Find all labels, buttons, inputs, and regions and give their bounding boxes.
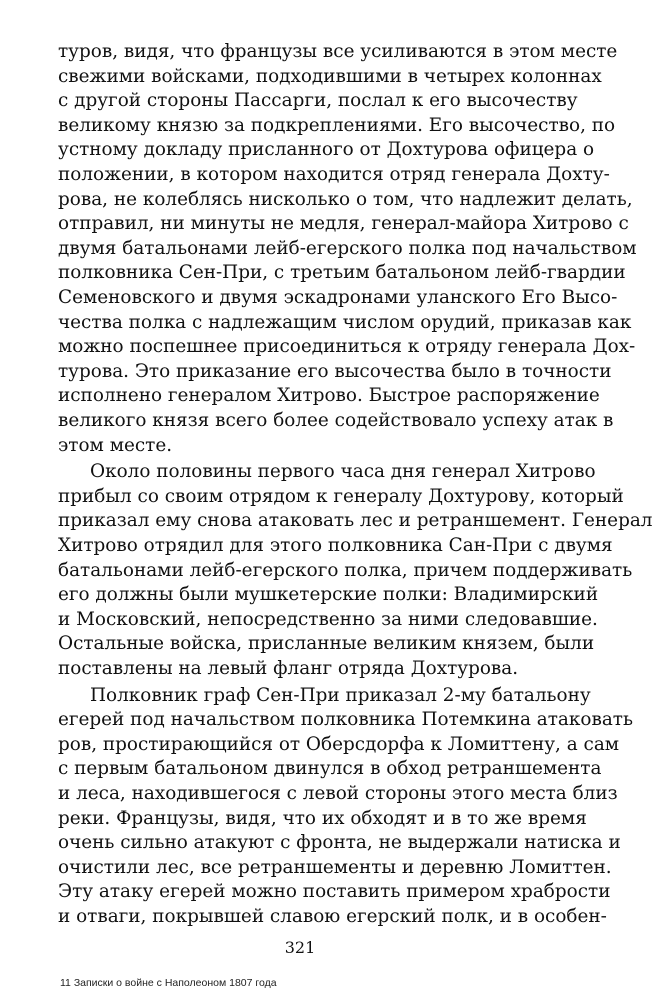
text-line: Остальные войска, присланные великим князем, были xyxy=(58,633,595,655)
text-line: и отваги, покрывшей славою егерский полк, и в особен- xyxy=(58,906,607,927)
text-line: Семеновского и двумя эскадронами уланского Его Высо- xyxy=(58,287,618,308)
text-line: очистили лес, все ретраншементы и деревню Ломиттен. xyxy=(58,856,612,878)
text-line: его должны были мушкетерские полки: Владимирский xyxy=(58,584,599,606)
footer-signature: 11 Записки о войне с Наполеоном 1807 года xyxy=(60,977,277,989)
text-line: турова. Это приказание его высочества было в точности xyxy=(58,360,612,382)
page-number: 321 xyxy=(284,938,316,957)
paragraph-first-line: Полковник граф Сен-При приказал 2-му батальону xyxy=(90,684,591,706)
text-line: с другой стороны Пассарги, послал к его высочеству xyxy=(58,90,578,112)
text-line: двумя батальонами лейб-егерского полка под начальством xyxy=(58,237,637,259)
text-line: рова, не колеблясь нисколько о том, что надлежит делать, xyxy=(58,188,633,210)
text-line: ров, простирающийся от Оберсдорфа к Ломиттену, а сам xyxy=(58,733,620,755)
text-line: можно поспешнее присоединиться к отряду генерала Дох- xyxy=(58,336,636,358)
text-line: егерей под начальством полковника Потемкина атаковать xyxy=(58,709,633,731)
text-line: и леса, находившегося с левой стороны этого места близ xyxy=(58,783,618,804)
text-line: с первым батальоном двинулся в обход ретраншемента xyxy=(58,758,602,780)
text-line: туров, видя, что французы все усиливаются в этом месте xyxy=(58,41,618,62)
text-line: исполнено генералом Хитрово. Быстрое распоряжение xyxy=(58,385,600,407)
text-line: батальонами лейб-егерского полка, причем поддерживать xyxy=(58,559,633,581)
text-line: положении, в котором находится отряд генерала Дохту- xyxy=(58,164,610,185)
paragraph-end-line: этом месте. xyxy=(58,434,173,456)
paragraph-first-line: Около половины первого часа дня генерал Хитрово xyxy=(90,461,596,483)
text-line: великого князя всего более содействовало успеху атак в xyxy=(58,410,614,431)
text-line: приказал ему снова атаковать лес и ретраншемент. Генерал xyxy=(58,510,653,532)
text-line: Хитрово отрядил для этого полковника Сан-При с двумя xyxy=(58,535,613,556)
text-line: прибыл со своим отрядом к генералу Дохтурову, который xyxy=(58,485,624,507)
text-line: полковника Сен-При, с третьим батальоном лейб-гвардии xyxy=(58,262,626,284)
text-line: великому князю за подкреплениями. Его высочество, по xyxy=(58,114,616,136)
text-line: чества полка с надлежащим числом орудий, приказав как xyxy=(58,311,632,333)
text-line: отправил, ни минуты не медля, генерал-майора Хитрово с xyxy=(58,213,629,235)
text-line: реки. Французы, видя, что их обходят и в то же время xyxy=(58,807,587,829)
text-line: Эту атаку егерей можно поставить примером храбрости xyxy=(58,881,611,903)
text-line: очень сильно атакуют с фронта, не выдержали натиска и xyxy=(58,832,621,854)
paragraph-end-line: поставлены на левый фланг отряда Дохтурова. xyxy=(58,658,519,679)
text-line: и Московский, непосредственно за ними следовавшие. xyxy=(58,608,598,630)
text-line: свежими войсками, подходившими в четырех колоннах xyxy=(58,65,602,87)
text-line: устному докладу присланного от Дохтурова офицера о xyxy=(58,139,595,161)
